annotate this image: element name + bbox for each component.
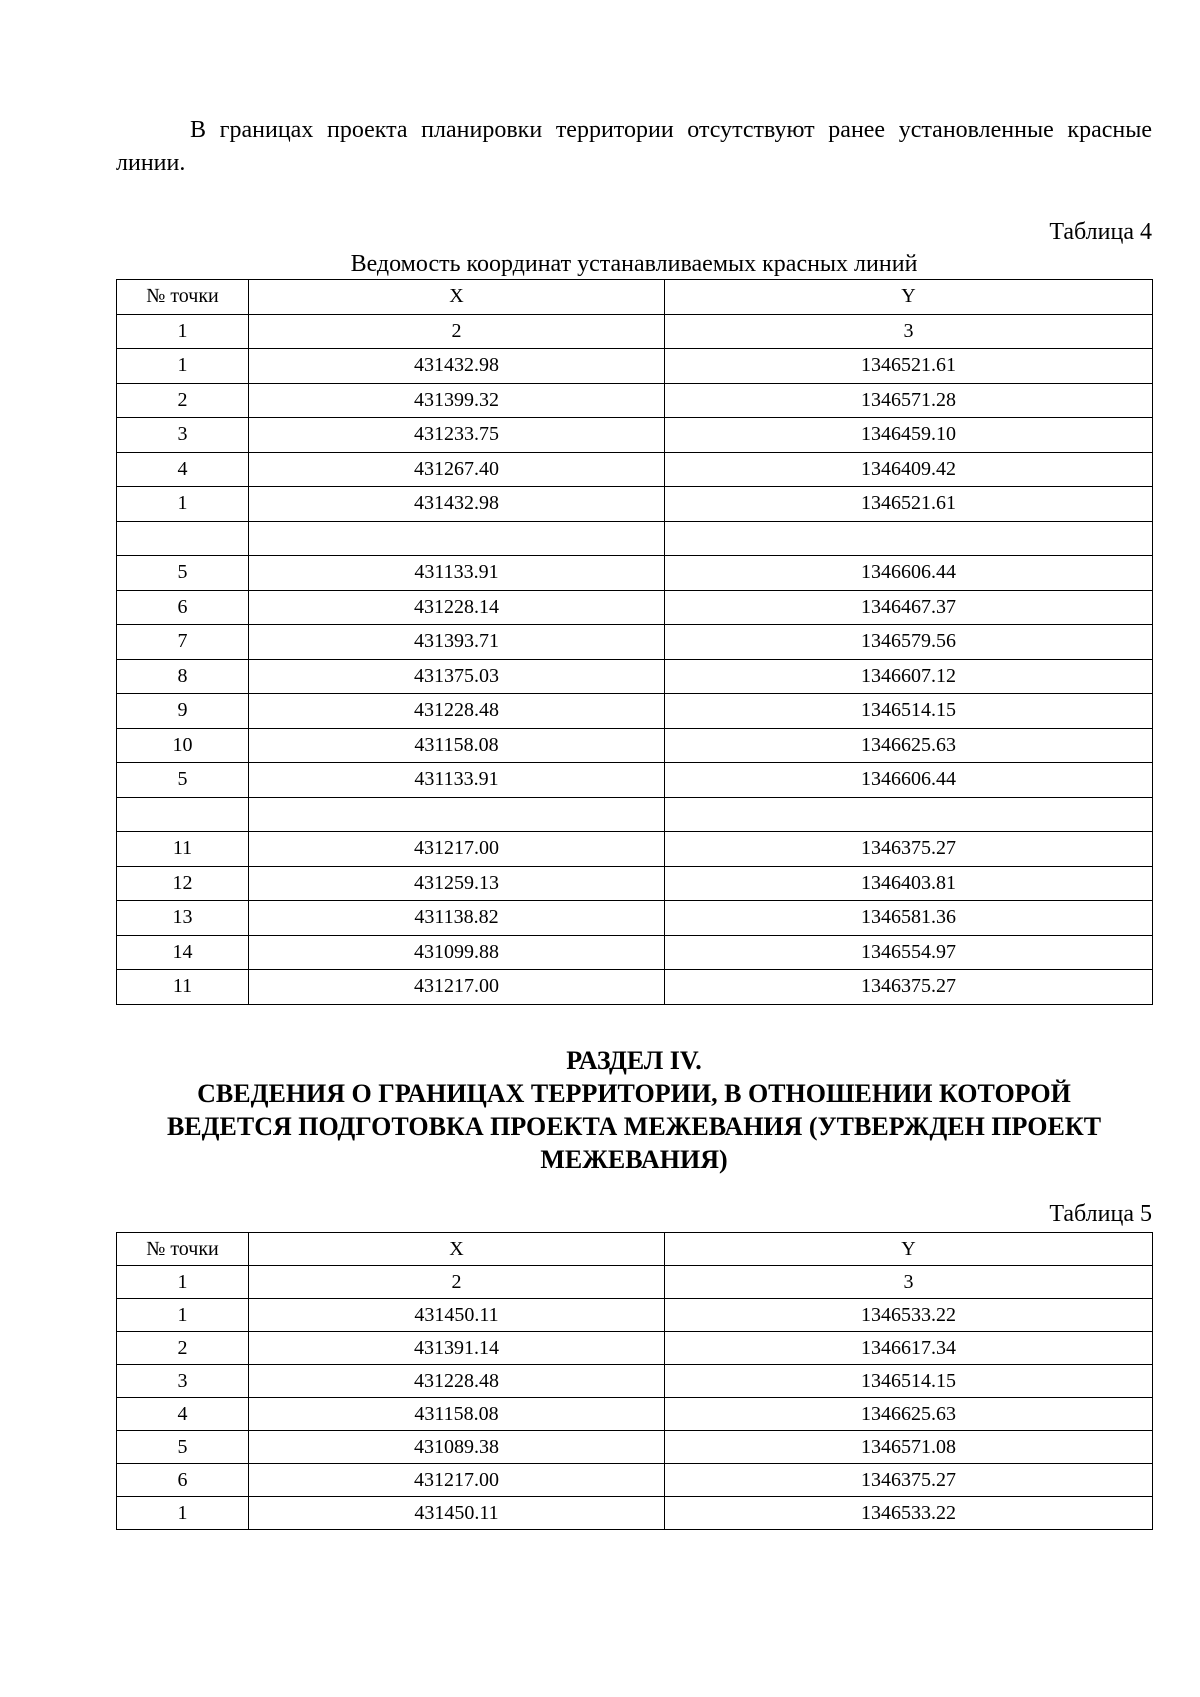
table-row: [117, 901, 1153, 936]
x-cell: 431399.32: [249, 383, 665, 418]
point-no-cell: 1: [117, 1299, 249, 1332]
index-cell: 1: [117, 314, 249, 349]
x-cell: 431138.82: [249, 901, 665, 936]
x-cell: 431099.88: [249, 935, 665, 970]
x-cell: 431432.98: [249, 349, 665, 384]
y-cell: 1346554.97: [665, 935, 1153, 970]
point-no-cell: 7: [117, 625, 249, 660]
x-cell: 431217.00: [249, 970, 665, 1005]
point-no-cell: 11: [117, 832, 249, 867]
index-cell: 2: [249, 314, 665, 349]
table-row: [117, 590, 1153, 625]
intro-paragraph: В границах проекта планировки территории отсутствуют ранее установленные красные линии.: [116, 117, 1152, 176]
y-cell: 1346625.63: [665, 728, 1153, 763]
y-cell: 1346606.44: [665, 763, 1153, 798]
index-cell: 3: [665, 1266, 1153, 1299]
table-row: [117, 383, 1153, 418]
y-cell: 1346375.27: [665, 970, 1153, 1005]
x-cell: 431133.91: [249, 556, 665, 591]
table-row: [117, 694, 1153, 729]
table4-coordinates: [116, 279, 1153, 1005]
table-row: [117, 452, 1153, 487]
table-index-row: [117, 314, 1153, 349]
index-cell: 3: [665, 314, 1153, 349]
table-row: [117, 659, 1153, 694]
table-row: [117, 935, 1153, 970]
y-cell: 1346459.10: [665, 418, 1153, 453]
y-cell: 1346514.15: [665, 1365, 1153, 1398]
y-cell: 1346579.56: [665, 625, 1153, 660]
point-no-cell: 1: [117, 1497, 249, 1530]
table5-label: Таблица 5: [1049, 1201, 1152, 1227]
point-no-cell: 5: [117, 1431, 249, 1464]
section-heading: [116, 1044, 1152, 1176]
x-cell: 431228.48: [249, 694, 665, 729]
x-cell: 431158.08: [249, 1398, 665, 1431]
header-point-no: № точки: [117, 1233, 249, 1266]
table-row: [117, 1332, 1153, 1365]
table-header-row: [117, 1233, 1153, 1266]
point-no-cell: 6: [117, 1464, 249, 1497]
y-cell: 1346607.12: [665, 659, 1153, 694]
table-row: [117, 1398, 1153, 1431]
x-cell: 431228.14: [249, 590, 665, 625]
x-cell: 431450.11: [249, 1299, 665, 1332]
table-row: [117, 521, 1153, 556]
table-row: [117, 970, 1153, 1005]
table-row: [117, 1497, 1153, 1530]
point-no-cell: 2: [117, 1332, 249, 1365]
y-cell: 1346533.22: [665, 1299, 1153, 1332]
table-index-row: [117, 1266, 1153, 1299]
point-no-cell: 2: [117, 383, 249, 418]
table-row: [117, 349, 1153, 384]
y-cell: 1346467.37: [665, 590, 1153, 625]
section-title-line: СВЕДЕНИЯ О ГРАНИЦАХ ТЕРРИТОРИИ, В ОТНОШЕНИИ КОТОРОЙ: [197, 1079, 1071, 1108]
point-no-cell: 3: [117, 1365, 249, 1398]
table-row: [117, 728, 1153, 763]
point-no-cell: 5: [117, 763, 249, 798]
point-no-cell: [117, 797, 249, 832]
table-row: [117, 487, 1153, 522]
section-title-line: МЕЖЕВАНИЯ): [540, 1145, 728, 1174]
point-no-cell: 10: [117, 728, 249, 763]
x-cell: [249, 521, 665, 556]
point-no-cell: 1: [117, 349, 249, 384]
point-no-cell: [117, 521, 249, 556]
x-cell: 431267.40: [249, 452, 665, 487]
x-cell: 431432.98: [249, 487, 665, 522]
y-cell: 1346409.42: [665, 452, 1153, 487]
header-x: X: [249, 1233, 665, 1266]
x-cell: 431375.03: [249, 659, 665, 694]
y-cell: 1346375.27: [665, 1464, 1153, 1497]
header-x: X: [249, 280, 665, 315]
y-cell: 1346521.61: [665, 487, 1153, 522]
x-cell: 431158.08: [249, 728, 665, 763]
header-y: Y: [665, 1233, 1153, 1266]
point-no-cell: 5: [117, 556, 249, 591]
x-cell: 431228.48: [249, 1365, 665, 1398]
x-cell: 431391.14: [249, 1332, 665, 1365]
table-row: [117, 1431, 1153, 1464]
y-cell: 1346617.34: [665, 1332, 1153, 1365]
table-row: [117, 797, 1153, 832]
y-cell: 1346403.81: [665, 866, 1153, 901]
x-cell: 431259.13: [249, 866, 665, 901]
table4-caption: Ведомость координат устанавливаемых красных линий: [350, 251, 918, 277]
x-cell: 431217.00: [249, 1464, 665, 1497]
section-title-line: РАЗДЕЛ IV.: [566, 1046, 702, 1075]
point-no-cell: 3: [117, 418, 249, 453]
table-row: [117, 866, 1153, 901]
table-row: [117, 556, 1153, 591]
index-cell: 2: [249, 1266, 665, 1299]
point-no-cell: 12: [117, 866, 249, 901]
point-no-cell: 13: [117, 901, 249, 936]
y-cell: 1346514.15: [665, 694, 1153, 729]
table-row: [117, 832, 1153, 867]
point-no-cell: 9: [117, 694, 249, 729]
header-point-no: № точки: [117, 280, 249, 315]
point-no-cell: 4: [117, 452, 249, 487]
table4-label: Таблица 4: [1049, 219, 1152, 245]
table-row: [117, 1365, 1153, 1398]
y-cell: 1346521.61: [665, 349, 1153, 384]
point-no-cell: 1: [117, 487, 249, 522]
table5-coordinates: [116, 1232, 1153, 1530]
x-cell: 431089.38: [249, 1431, 665, 1464]
y-cell: 1346625.63: [665, 1398, 1153, 1431]
table-row: [117, 1299, 1153, 1332]
point-no-cell: 8: [117, 659, 249, 694]
x-cell: 431450.11: [249, 1497, 665, 1530]
y-cell: 1346606.44: [665, 556, 1153, 591]
x-cell: 431393.71: [249, 625, 665, 660]
x-cell: 431133.91: [249, 763, 665, 798]
table-row: [117, 763, 1153, 798]
table-row: [117, 418, 1153, 453]
y-cell: [665, 521, 1153, 556]
y-cell: 1346571.28: [665, 383, 1153, 418]
x-cell: 431217.00: [249, 832, 665, 867]
table-header-row: [117, 280, 1153, 315]
point-no-cell: 4: [117, 1398, 249, 1431]
table-row: [117, 625, 1153, 660]
y-cell: 1346533.22: [665, 1497, 1153, 1530]
point-no-cell: 6: [117, 590, 249, 625]
x-cell: 431233.75: [249, 418, 665, 453]
y-cell: 1346581.36: [665, 901, 1153, 936]
table-row: [117, 1464, 1153, 1497]
point-no-cell: 11: [117, 970, 249, 1005]
point-no-cell: 14: [117, 935, 249, 970]
y-cell: 1346375.27: [665, 832, 1153, 867]
x-cell: [249, 797, 665, 832]
header-y: Y: [665, 280, 1153, 315]
y-cell: 1346571.08: [665, 1431, 1153, 1464]
section-title-line: ВЕДЕТСЯ ПОДГОТОВКА ПРОЕКТА МЕЖЕВАНИЯ (УТВЕРЖДЕН ПРОЕКТ: [166, 1112, 1102, 1141]
index-cell: 1: [117, 1266, 249, 1299]
y-cell: [665, 797, 1153, 832]
